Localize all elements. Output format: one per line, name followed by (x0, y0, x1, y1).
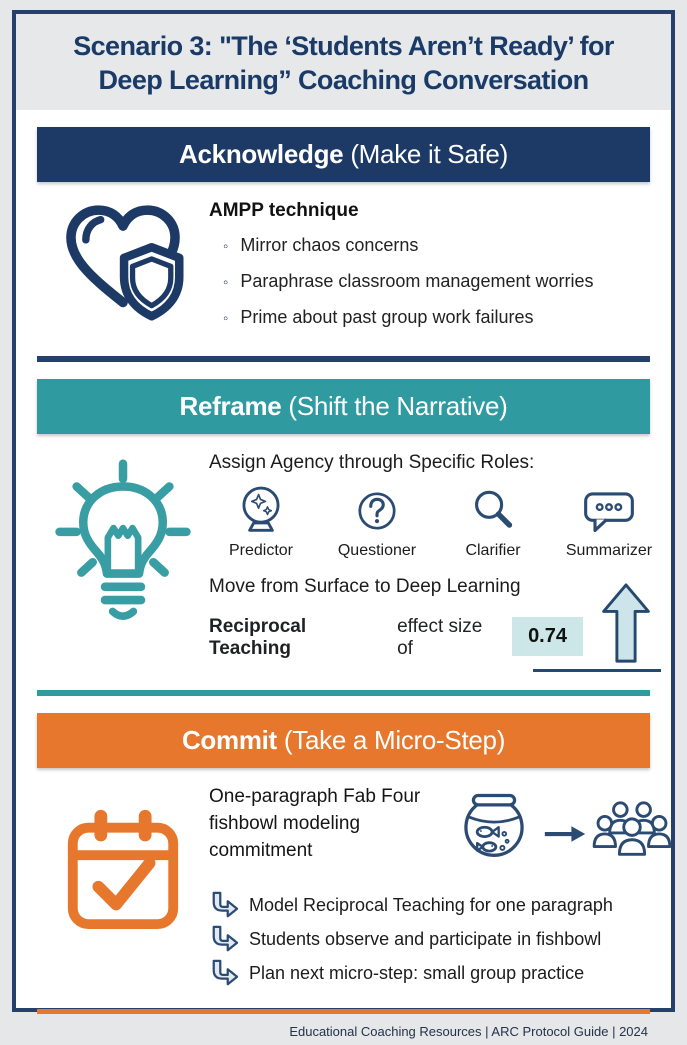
effect-rest: effect size of (397, 616, 483, 660)
step-item (209, 891, 671, 919)
step-text: Plan next micro-step: small group practice (249, 962, 585, 983)
bullet-text: Prime about past group work failures (240, 307, 534, 328)
commit-steps (209, 891, 671, 987)
right-arrow-icon (543, 822, 587, 851)
ring-bullet-icon: ◦ (223, 274, 229, 292)
question-mark-icon (352, 484, 402, 536)
bullet-text: Paraphrase classroom management worries (240, 271, 594, 292)
effect-size-row (209, 616, 583, 660)
effect-strong: Reciprocal Teaching (209, 616, 307, 660)
commit-text (209, 784, 671, 993)
speech-bubble-icon (581, 484, 637, 536)
acknowledge-heading-rest: (Make it Safe) (350, 139, 508, 170)
elbow-arrow-icon (209, 959, 239, 987)
role-label: Questioner (337, 542, 417, 560)
lightbulb-icon (37, 446, 209, 638)
step-text: Students observe and participate in fishbowl (249, 928, 602, 949)
infographic-frame (12, 10, 675, 1040)
commitment-text: One-paragraph Fab Four fishbowl modeling commitment (209, 786, 421, 861)
elbow-arrow-icon (209, 925, 239, 953)
role-label: Summarizer (565, 542, 653, 560)
navy-divider (37, 356, 650, 362)
footer-credits: Educational Coaching Resources | ARC Protocol Guide | 2024 (289, 1024, 648, 1040)
heart-shield-icon (37, 196, 209, 324)
people-group-icon (593, 798, 671, 869)
acknowledge-bullets (209, 228, 650, 336)
crystal-ball-icon (235, 484, 287, 536)
title-line-1: Scenario 3: "The ‘Students Aren’t Ready’ for (73, 31, 614, 61)
bullet-item (209, 228, 650, 264)
commit-heading-strong: Commit (181, 725, 277, 756)
reframe-heading-strong: Reframe (179, 391, 282, 422)
commit-top-row (209, 784, 671, 879)
commit-heading-rest: (Take a Micro-Step) (283, 725, 506, 756)
content-area (16, 127, 671, 1045)
page-title (16, 14, 671, 110)
acknowledge-text (209, 196, 650, 336)
acknowledge-heading-strong: Acknowledge (179, 139, 344, 170)
fishbowl-icon (451, 788, 537, 879)
reframe-section (37, 434, 653, 676)
role-label: Clarifier (465, 542, 521, 560)
step-item (209, 925, 671, 953)
calendar-check-icon (37, 784, 209, 938)
technique-title: AMPP technique (209, 200, 359, 222)
title-line-2: Deep Learning” Coaching Conversation (98, 65, 589, 96)
roles-title: Assign Agency through Specific Roles: (209, 452, 535, 474)
role-clarifier (441, 484, 545, 560)
up-arrow-icon (597, 581, 655, 670)
roles-row (209, 484, 661, 560)
step-text: Model Reciprocal Teaching for one paragraph (249, 894, 613, 915)
fishbowl-to-group-visual (451, 788, 671, 879)
bullet-text: Mirror chaos concerns (240, 235, 419, 256)
move-text: Move from Surface to Deep Learning (209, 576, 521, 598)
commit-section (37, 768, 650, 995)
elbow-arrow-icon (209, 891, 239, 919)
ring-bullet-icon: ◦ (223, 238, 229, 256)
deep-learning-block (209, 576, 661, 672)
ring-bullet-icon: ◦ (223, 310, 229, 328)
step-item (209, 959, 671, 987)
effect-size-value: 0.74 (512, 617, 583, 656)
acknowledge-section (37, 182, 650, 342)
magnifying-glass-icon (468, 484, 518, 536)
bullet-item (209, 300, 650, 336)
bullet-item (209, 264, 650, 300)
role-summarizer (557, 484, 661, 560)
teal-divider (37, 690, 650, 696)
reframe-heading-rest: (Shift the Narrative) (288, 391, 508, 422)
role-questioner (325, 484, 429, 560)
role-label: Predictor (228, 542, 294, 560)
role-predictor (209, 484, 313, 560)
reframe-text (209, 446, 661, 672)
commit-header (37, 713, 650, 768)
reframe-header (37, 379, 650, 434)
acknowledge-header (37, 127, 650, 182)
